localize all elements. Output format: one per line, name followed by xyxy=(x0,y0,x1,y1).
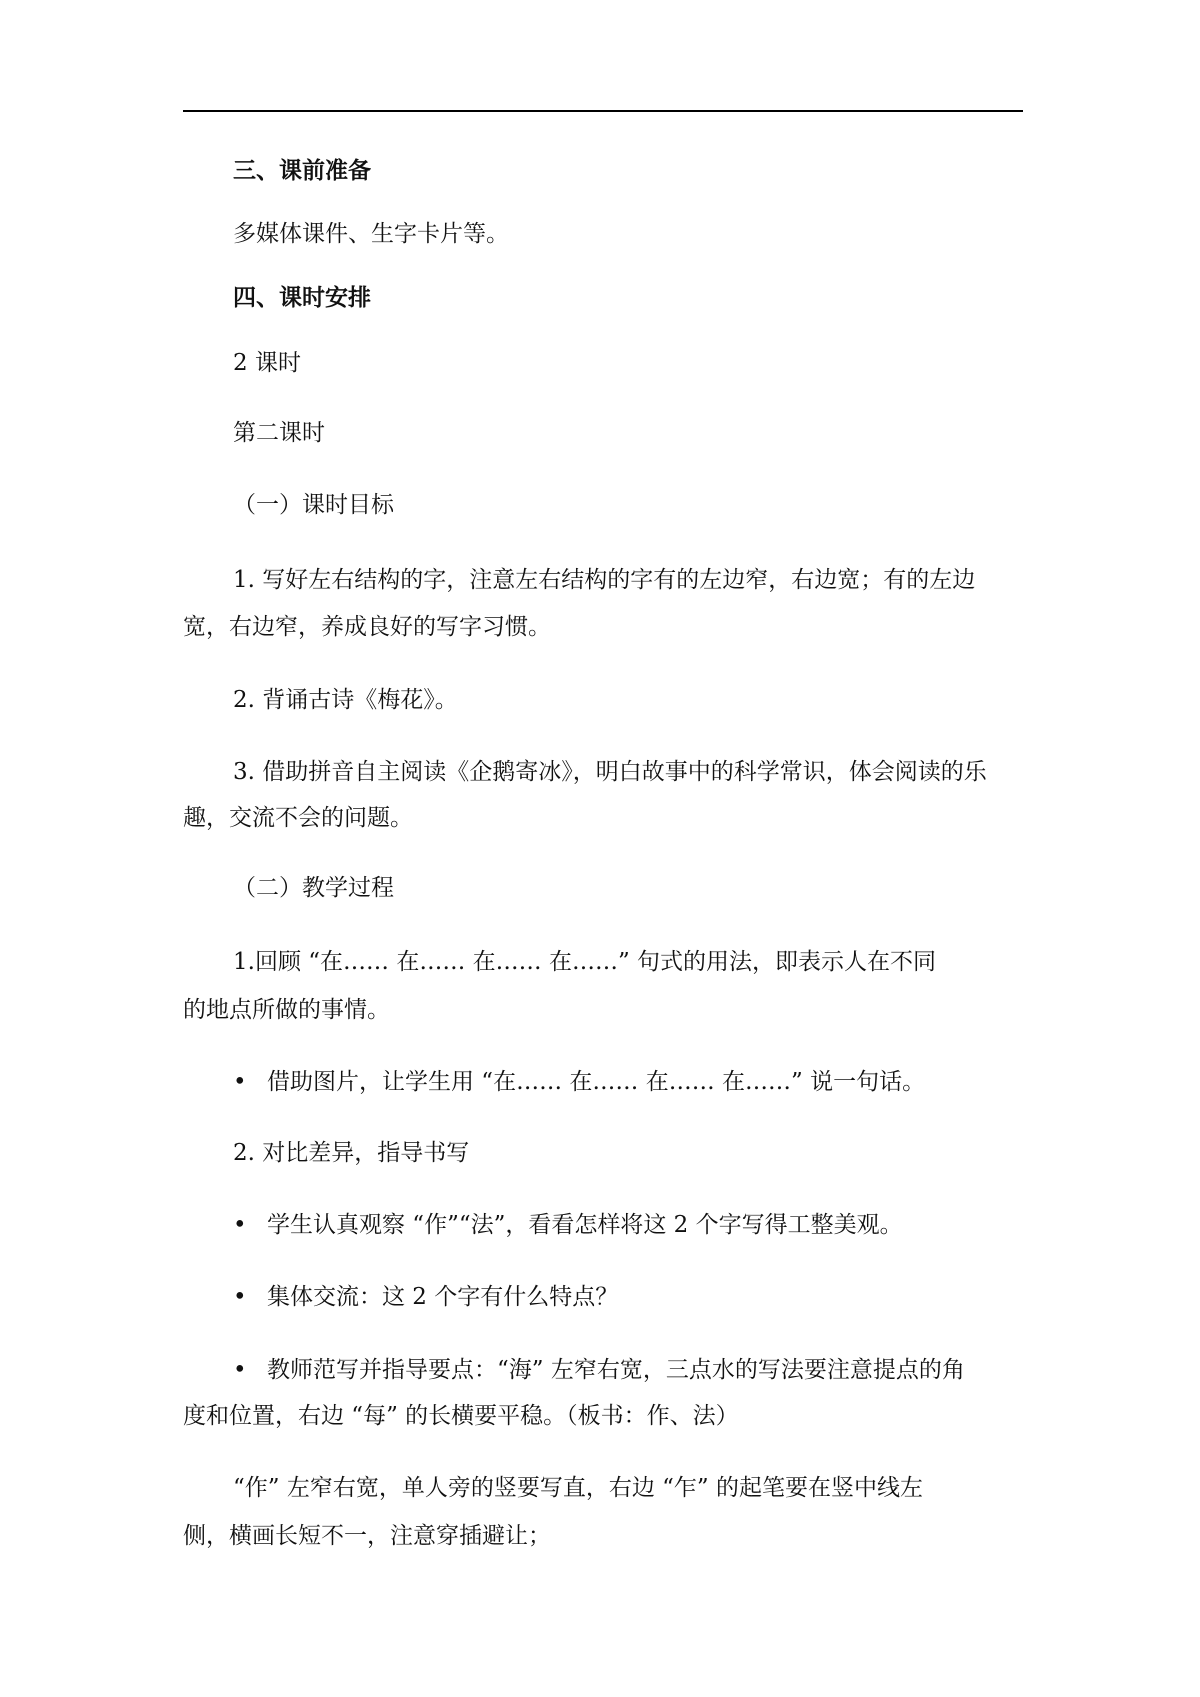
section3-heading: 三、课前准备 xyxy=(233,158,371,184)
goal-2: 2. 背诵古诗《梅花》。 xyxy=(233,687,458,713)
section4-heading: 四、课时安排 xyxy=(233,285,371,311)
step-1-line-2: 的地点所做的事情。 xyxy=(183,997,390,1023)
lesson-title: 第二课时 xyxy=(233,420,325,446)
goals-heading: （一）课时目标 xyxy=(233,492,394,518)
bullet-marker: • xyxy=(233,1212,247,1238)
step-2: 2. 对比差异，指导书写 xyxy=(233,1140,470,1166)
step-1-bullet-text: 借助图片，让学生用 “在…… 在…… 在…… 在……” 说一句话。 xyxy=(267,1069,926,1095)
goal-3-line-2: 趣，交流不会的问题。 xyxy=(183,805,413,831)
bullet-marker: • xyxy=(233,1357,247,1383)
goal-1-line-1: 1. 写好左右结构的字，注意左右结构的字有的左边窄，右边宽；有的左边 xyxy=(233,567,976,593)
step-1-line-1: 1.回顾 “在…… 在…… 在…… 在……” 句式的用法，即表示人在不同 xyxy=(233,949,937,975)
bullet-marker: • xyxy=(233,1069,247,1095)
process-heading: （二）教学过程 xyxy=(233,875,394,901)
step-2-bullet-3-line-2: 度和位置，右边 “每” 的长横要平稳。（板书：作、法） xyxy=(183,1403,739,1429)
zuo-explanation-line-2: 侧，横画长短不一，注意穿插避让； xyxy=(183,1523,551,1549)
step-2-bullet-3-item xyxy=(233,1355,965,1385)
zuo-explanation-line-1: “作” 左窄右宽，单人旁的竖要写直，右边 “乍” 的起笔要在竖中线左 xyxy=(233,1475,923,1501)
bullet-marker: • xyxy=(233,1284,247,1310)
step-2-bullet-3-text: 教师范写并指导要点：“海” 左窄右宽，三点水的写法要注意提点的角 xyxy=(267,1357,965,1383)
step-2-bullet-2-item xyxy=(233,1282,618,1312)
step-2-bullet-2-text: 集体交流：这 2 个字有什么特点？ xyxy=(267,1284,619,1310)
section4-text: 2 课时 xyxy=(233,350,301,376)
step-2-bullet-1-text: 学生认真观察 “作”“法”，看看怎样将这 2 个字写得工整美观。 xyxy=(267,1212,903,1238)
step-2-bullet-1-item xyxy=(233,1210,903,1240)
section3-text: 多媒体课件、生字卡片等。 xyxy=(233,221,509,247)
goal-3-line-1: 3. 借助拼音自主阅读《企鹅寄冰》，明白故事中的科学常识，体会阅读的乐 xyxy=(233,759,987,785)
goal-1-line-2: 宽，右边窄，养成良好的写字习惯。 xyxy=(183,614,551,640)
step-1-bullet-item xyxy=(233,1067,925,1097)
header-rule xyxy=(183,110,1023,112)
